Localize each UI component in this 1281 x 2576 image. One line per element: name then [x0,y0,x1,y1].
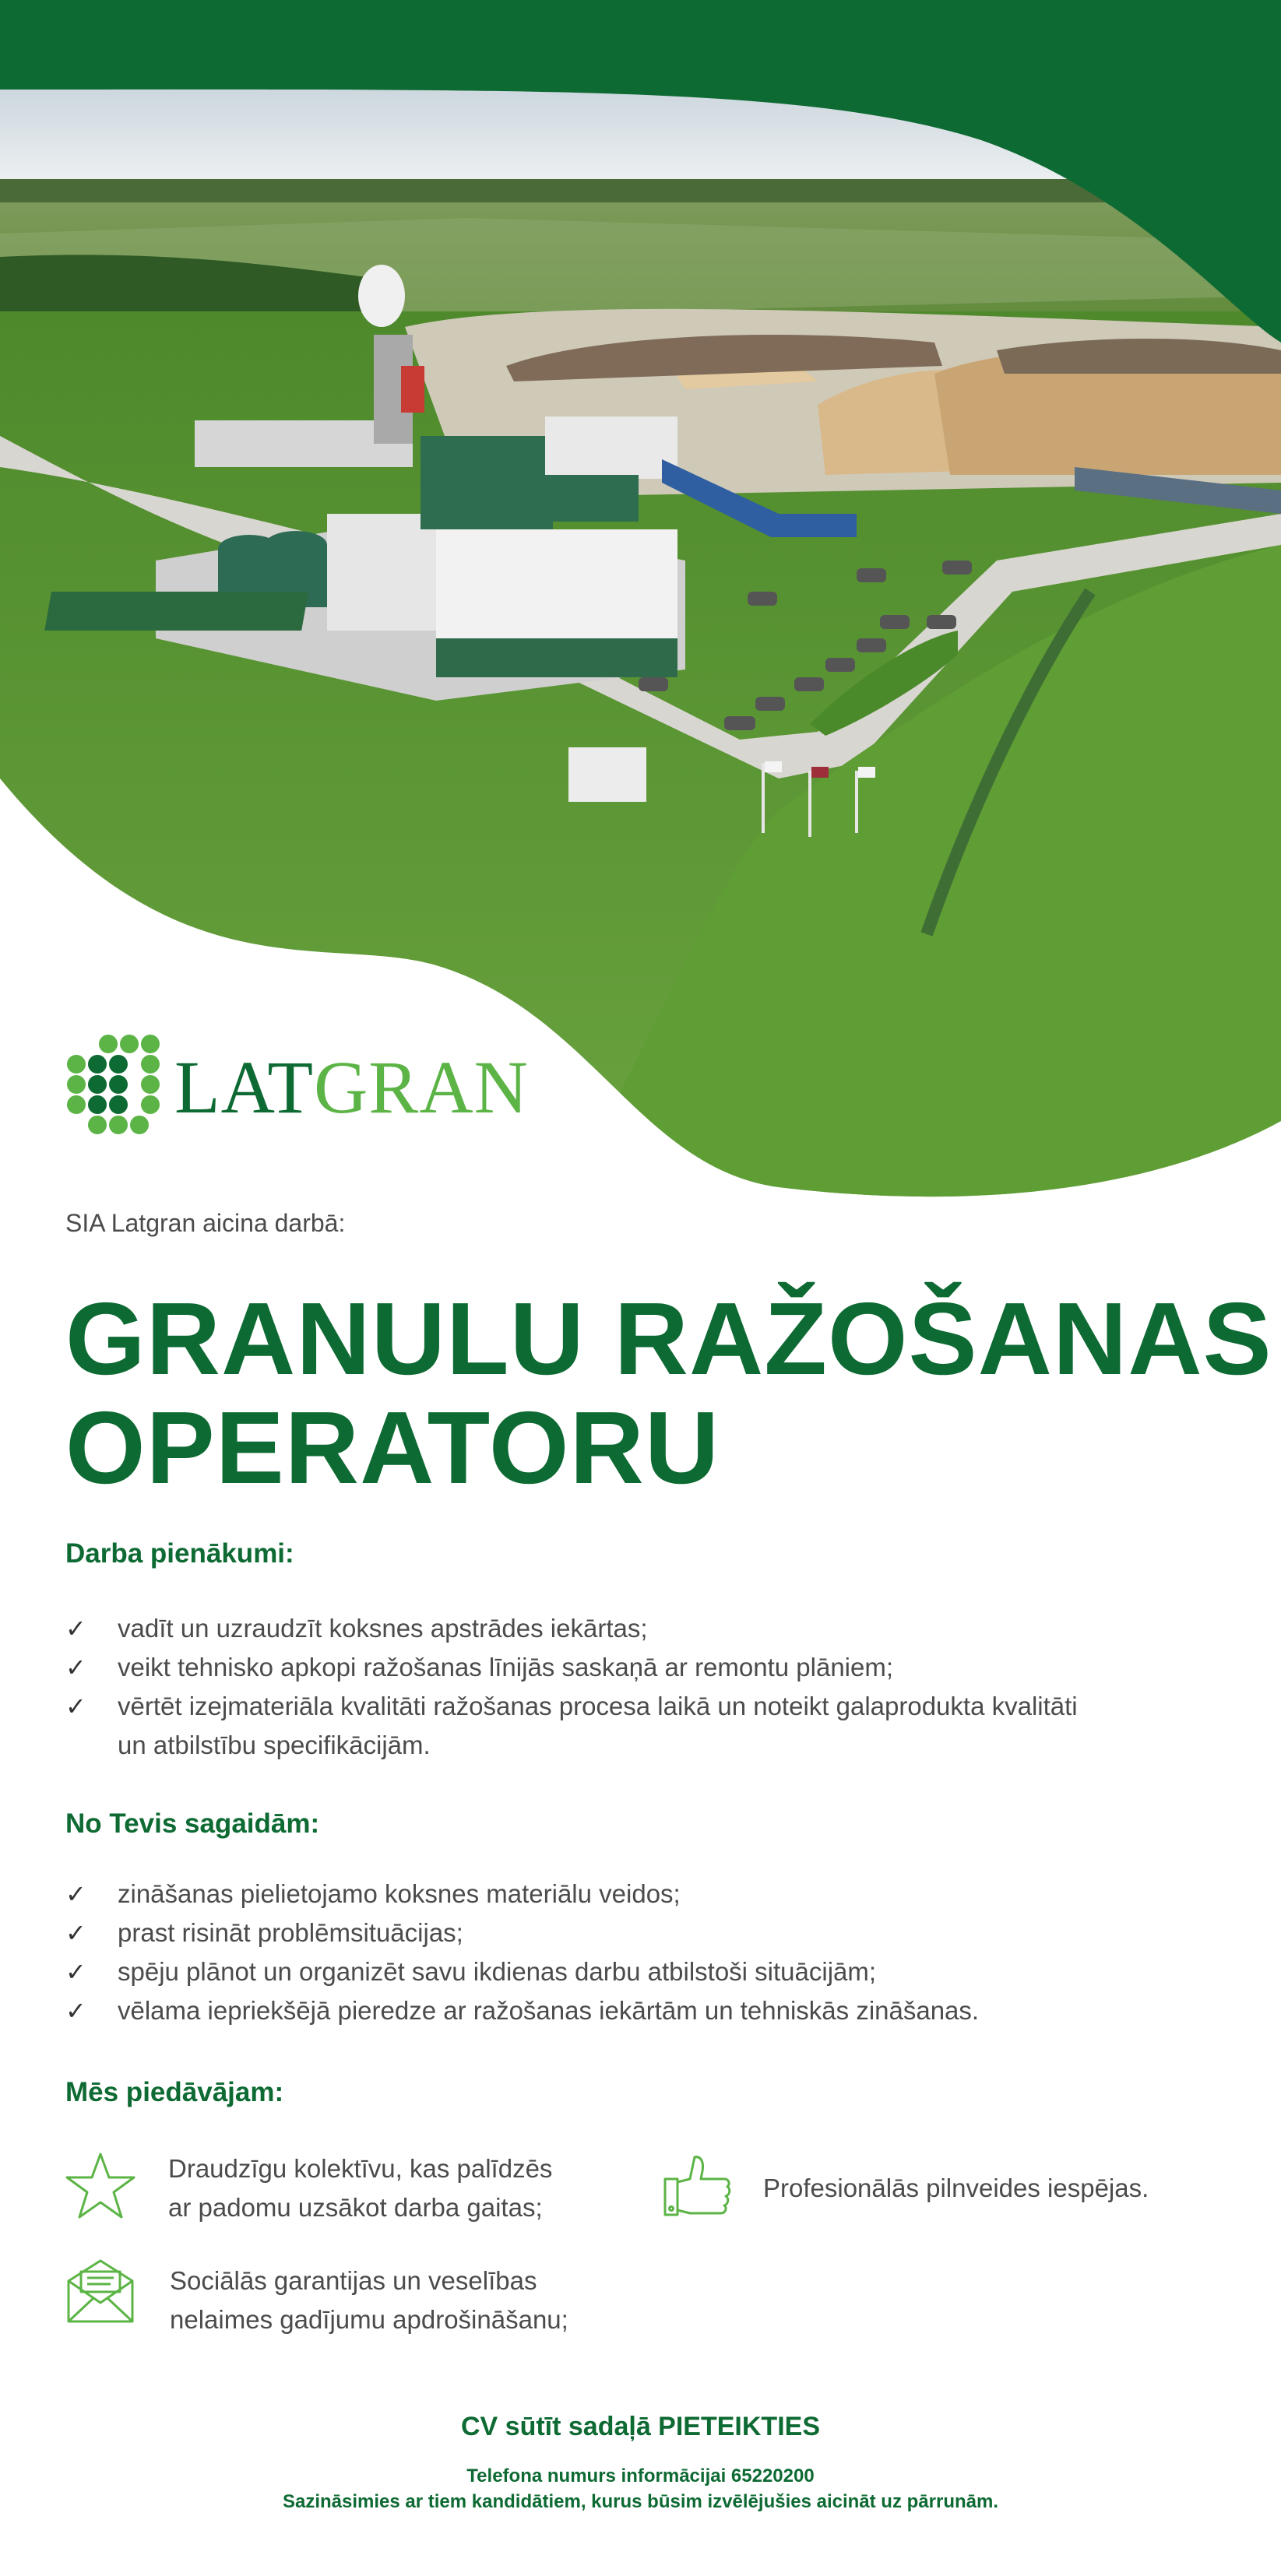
intro-text: SIA Latgran aicina darbā: [65,1209,346,1237]
checkmark-icon: ✓ [65,1997,86,2025]
logo-text-lat: LAT [174,1046,314,1129]
expectations-title: No Tevis sagaidām: [65,1808,320,1839]
checkmark-icon: ✓ [65,1880,86,1908]
checkmark-icon: ✓ [65,1653,86,1682]
envelope-icon [65,2258,135,2325]
latgran-logo [65,1033,548,1134]
list-item: ✓ vērtēt izejmateriāla kvalitāti ražošanas procesa laikā un noteikt galaprodukta kvalitāti un atbilstību specifikācijām. [65,1687,1091,1765]
checkmark-icon: ✓ [65,1919,86,1947]
phone-info: Telefona numurs informācijai 65220200 [466,2465,815,2486]
offer-title: Mēs piedāvājam: [65,2077,284,2107]
thumbs-up-icon [662,2151,732,2221]
offer-social: Sociālās garantijas un veselības nelaimes gadījumu apdrošināšanu; [170,2266,568,2334]
job-title-line-2: OPERATORU [65,1390,720,1505]
list-item: ✓ spēju plānot un organizēt savu ikdienas darbu atbilstoši situācijām; [65,1952,1202,1991]
expectations-list [65,1875,1202,2030]
latgran-dots-icon [65,1033,167,1134]
cv-instruction: CV sūtīt sadaļā PIETEIKTIES [460,2412,820,2441]
logo-text-gran: GRAN [313,1046,529,1129]
list-item: ✓ vēlama iepriekšējā pieredze ar ražošanas iekārtām un tehniskās zināšanas. [65,1991,1202,2030]
offer-team: Draudzīgu kolektīvu, kas palīdzēs ar padomu uzsākot darba gaitas; [168,2154,553,2222]
list-item: ✓ prast risināt problēmsituācijas; [65,1914,1202,1952]
contact-note: Sazināsimies ar tiem kandidātiem, kurus būsim izvēlējušies aicināt uz pārrunām. [282,2491,998,2512]
list-item: ✓ zināšanas pielietojamo koksnes materiālu veidos; [65,1875,1202,1914]
job-title [65,1281,1272,1505]
offer-growth: Profesionālās pilnveides iespējas. [763,2174,1149,2202]
duties-list [65,1609,1202,1765]
checkmark-icon: ✓ [65,1615,86,1643]
list-item: ✓ vadīt un uzraudzīt koksnes apstrādes iekārtas; [65,1609,1202,1648]
checkmark-icon: ✓ [65,1692,86,1720]
duties-title: Darba pienākumi: [65,1538,294,1569]
job-title-line-1: GRANULU RAŽOŠANAS [65,1281,1272,1396]
checkmark-icon: ✓ [65,1958,86,1986]
star-icon [65,2151,135,2221]
hero-aerial-photo [0,0,1281,1214]
list-item: ✓ veikt tehnisko apkopi ražošanas līnijās saskaņā ar remontu plāniem; [65,1648,1202,1687]
